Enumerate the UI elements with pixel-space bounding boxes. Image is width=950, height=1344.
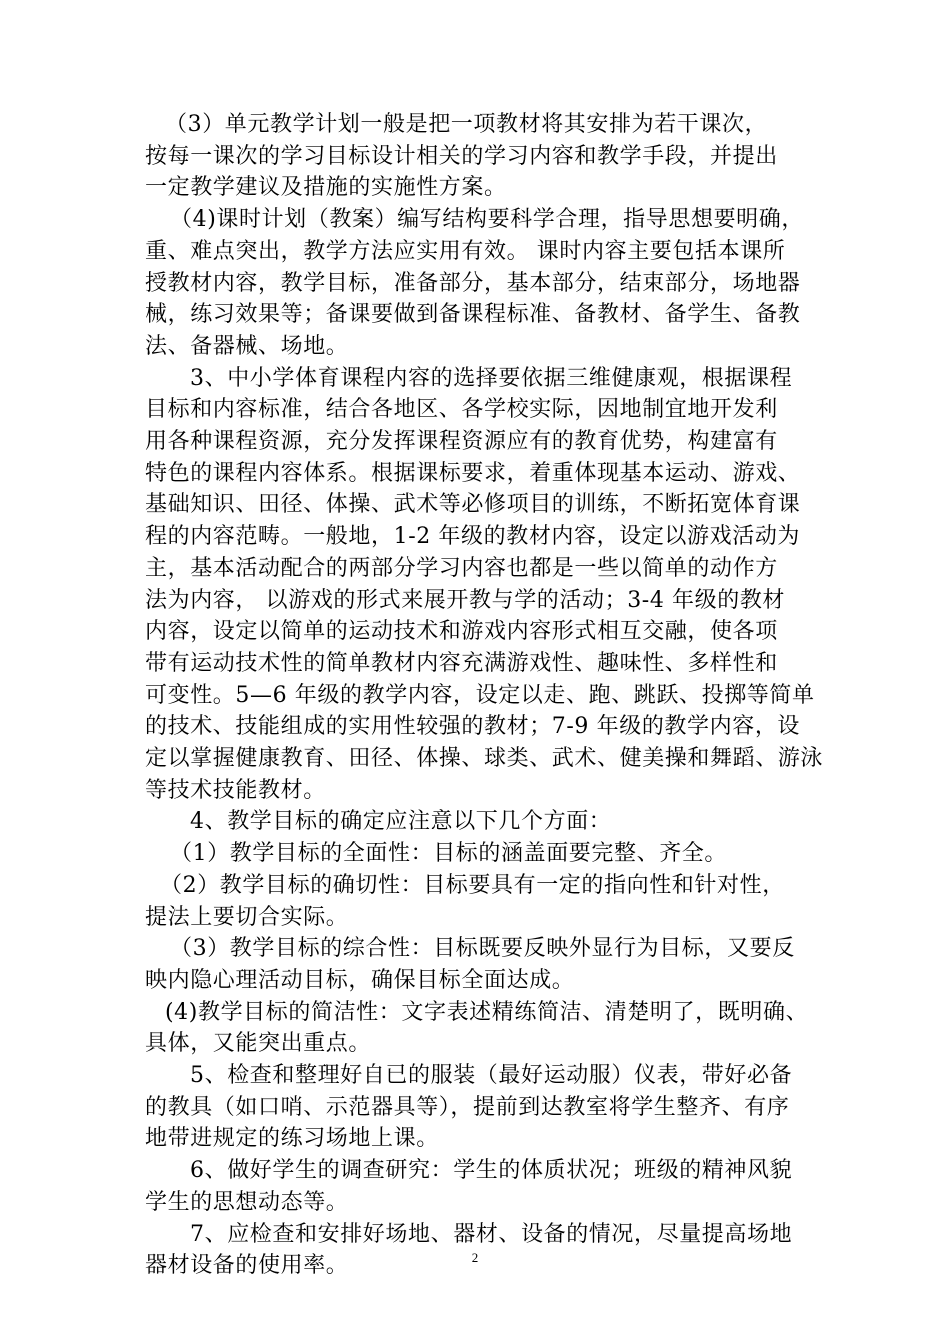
text-line: 一定教学建议及措施的实施性方案。: [145, 175, 507, 201]
text-line: 主，基本活动配合的两部分学习内容也都是一些以简单的动作方: [145, 555, 778, 581]
text-line: 具体，又能突出重点。: [145, 1031, 372, 1057]
text-line: 3、中小学体育课程内容的选择要依据三维健康观，根据课程: [190, 365, 793, 391]
text-line: 法为内容， 以游戏的形式来展开教与学的活动；3-4 年级的教材: [145, 587, 786, 613]
text-line: 提法上要切合实际。: [145, 904, 349, 930]
text-line: 械，练习效果等；备课要做到备课程标准、备教材、备学生、备教: [145, 302, 801, 328]
text-line: 器材设备的使用率。: [145, 1253, 349, 1279]
text-line: 授教材内容，教学目标，准备部分，基本部分，结束部分，场地器: [145, 270, 801, 296]
text-line: 按每一课次的学习目标设计相关的学习内容和教学手段，并提出: [145, 143, 778, 169]
text-line: 映内隐心理活动目标，确保目标全面达成。: [145, 967, 575, 993]
text-line: 学生的思想动态等。: [145, 1189, 349, 1215]
text-line: 带有运动技术性的简单教材内容充满游戏性、趣味性、多样性和: [145, 650, 778, 676]
text-line: 内容，设定以简单的运动技术和游戏内容形式相互交融，使各项: [145, 619, 778, 645]
text-line: 等技术技能教材。: [145, 777, 326, 803]
text-line: 用各种课程资源，充分发挥课程资源应有的教育优势，构建富有: [145, 429, 778, 454]
text-line: 5、检查和整理好自已的服装（最好运动服）仪表，带好必备: [190, 1063, 793, 1088]
text-line: 重、难点突出，教学方法应实用有效。 课时内容主要包括本课所: [145, 238, 786, 264]
text-line: （3）单元教学计划一般是把一项教材将其安排为若干课次，: [165, 112, 768, 137]
text-line: 基础知识、田径、体操、武术等必修项目的训练，不断拓宽体育课: [145, 492, 801, 518]
text-line: 7、应检查和安排好场地、器材、设备的情况，尽量提高场地: [190, 1221, 793, 1247]
text-line: （1）教学目标的全面性：目标的涵盖面要完整、齐全。: [170, 841, 727, 867]
text-line: 特色的课程内容体系。根据课标要求，着重体现基本运动、游戏、: [145, 460, 801, 486]
text-line: （4)课时计划（教案）编写结构要科学合理，指导思想要明确，: [170, 207, 804, 233]
text-line: 法、备器械、场地。: [145, 333, 349, 359]
text-line: 6、做好学生的调查研究：学生的体质状况；班级的精神风貌: [190, 1158, 793, 1184]
text-line: 定以掌握健康教育、田径、体操、球类、武术、健美操和舞蹈、游泳: [145, 746, 824, 771]
text-line: (4)教学目标的简洁性：文字表述精练简洁、清楚明了，既明确、: [165, 999, 809, 1025]
text-line: （2）教学目标的确切性：目标要具有一定的指向性和针对性，: [160, 872, 785, 898]
text-line: （3）教学目标的综合性：目标既要反映外显行为目标，又要反: [170, 936, 795, 962]
text-line: 地带进规定的练习场地上课。: [145, 1126, 439, 1152]
text-line: 的技术、技能组成的实用性较强的教材；7-9 年级的教学内容，设: [145, 714, 801, 740]
text-line: 的教具（如口哨、示范器具等），提前到达教室将学生整齐、有序: [145, 1094, 790, 1120]
text-line: 程的内容范畴。一般地，1-2 年级的教材内容，设定以游戏活动为: [145, 524, 801, 550]
text-line: 4、教学目标的确定应注意以下几个方面：: [190, 809, 612, 835]
page-number: 2: [471, 1250, 479, 1265]
text-line: 可变性。5—6 年级的教学内容，设定以走、跑、跳跃、投掷等简单: [145, 682, 815, 708]
text-line: 目标和内容标准，结合各地区、各学校实际，因地制宜地开发利: [145, 397, 778, 423]
